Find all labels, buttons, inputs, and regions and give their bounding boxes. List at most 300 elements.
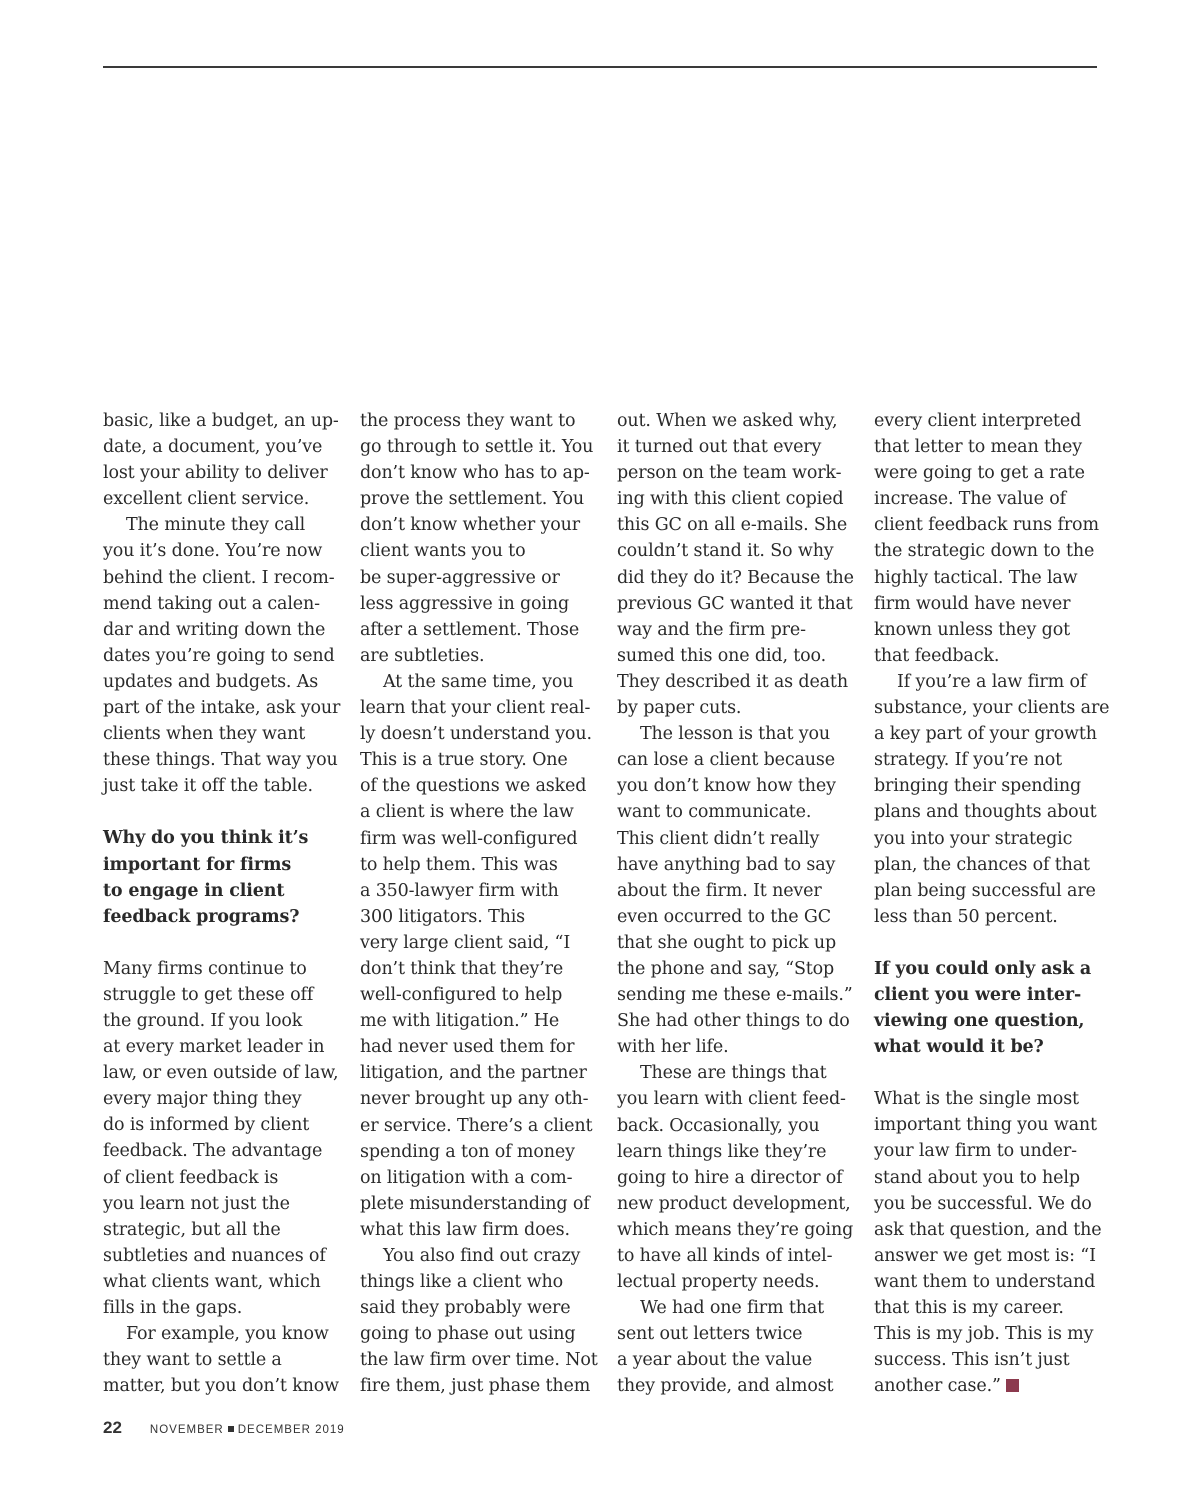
line-text: you learn with client feed- xyxy=(617,1089,846,1110)
line-text: fire them, just phase them xyxy=(360,1376,591,1397)
body-text-line xyxy=(874,460,1100,486)
page-footer xyxy=(103,1418,345,1440)
body-text-line xyxy=(617,1034,843,1060)
question-line xyxy=(874,1034,1100,1060)
line-text: success. This isn’t just xyxy=(874,1350,1070,1371)
body-text-line xyxy=(874,878,1100,904)
issue-date xyxy=(150,1424,345,1436)
body-text-line xyxy=(874,1165,1100,1191)
line-text: a year about the value xyxy=(617,1350,813,1371)
line-text: plan, the chances of that xyxy=(874,854,1090,875)
body-text-line xyxy=(360,1373,591,1399)
body-text-line xyxy=(874,486,1100,512)
line-text: ask that question, and the xyxy=(874,1219,1102,1240)
line-text: stand about you to help xyxy=(874,1167,1080,1188)
body-text-line xyxy=(617,799,843,825)
line-text: basic, like a budget, an up- xyxy=(103,411,339,431)
body-text-line xyxy=(874,1321,1100,1347)
line-text: plan being successful are xyxy=(874,880,1096,901)
line-text: do is informed by client xyxy=(103,1115,310,1136)
line-text: bringing their spending xyxy=(874,776,1082,797)
line-text: mend taking out a calen- xyxy=(103,593,320,614)
line-text: known unless they got xyxy=(874,619,1070,640)
body-text-line xyxy=(874,773,1100,799)
body-text-line xyxy=(874,434,1100,460)
line-text: have anything bad to say xyxy=(617,854,836,875)
body-text-line xyxy=(874,565,1100,591)
body-text-line xyxy=(874,643,1100,669)
body-text-line xyxy=(617,591,853,617)
body-text-line xyxy=(874,904,1100,930)
body-text-line xyxy=(617,486,843,512)
body-text-line xyxy=(360,1008,586,1034)
issue-month-start: NOVEMBER xyxy=(149,1424,224,1436)
line-text: they want to settle a xyxy=(103,1350,282,1371)
body-text-line xyxy=(617,930,843,956)
line-text: subtleties and nuances of xyxy=(103,1245,326,1266)
body-text-line xyxy=(360,956,586,982)
line-text: can lose a client because xyxy=(617,750,835,771)
body-text-line xyxy=(360,1191,590,1217)
line-text: firm was well-configured xyxy=(360,828,578,849)
line-text: go through to settle it. You xyxy=(360,437,594,458)
body-text-line xyxy=(617,1321,843,1347)
body-text-line xyxy=(360,695,591,721)
body-text-line xyxy=(360,1243,586,1269)
body-text-line xyxy=(360,486,586,512)
line-text: on litigation with a com- xyxy=(360,1167,573,1188)
body-text-line xyxy=(874,826,1100,852)
line-text: client wants you to xyxy=(360,541,526,562)
line-text: that feedback. xyxy=(874,645,1000,666)
body-text-line xyxy=(103,1269,329,1295)
line-text: plans and thoughts about xyxy=(874,802,1097,823)
body-text-line xyxy=(360,408,586,434)
line-text: excellent client service. xyxy=(103,489,310,510)
body-text-line xyxy=(103,1243,329,1269)
question-line xyxy=(874,1008,1100,1034)
body-text-line xyxy=(103,721,329,747)
line-text: a key part of your growth xyxy=(874,724,1097,745)
body-text-line xyxy=(360,1165,586,1191)
body-text-line xyxy=(874,512,1100,538)
body-text-line xyxy=(103,643,335,669)
body-text-line xyxy=(360,434,594,460)
body-text-line xyxy=(874,721,1100,747)
body-text-line xyxy=(103,1138,329,1164)
body-text-line xyxy=(874,1347,1100,1373)
line-text: a client is where the law xyxy=(360,802,574,823)
line-text: don’t know who has to ap- xyxy=(360,463,590,484)
body-text-line xyxy=(617,1113,843,1139)
line-text: dates you’re going to send xyxy=(103,645,335,666)
line-text: of client feedback is xyxy=(103,1167,279,1188)
body-text-line xyxy=(103,1347,329,1373)
line-text: were going to get a rate xyxy=(874,463,1085,484)
line-text: substance, your clients are xyxy=(874,698,1110,719)
line-text: This is my job. This is my xyxy=(874,1324,1094,1345)
body-text-line xyxy=(103,1060,339,1086)
line-text: lost your ability to deliver xyxy=(103,463,328,484)
body-text-line xyxy=(617,956,843,982)
body-text-line xyxy=(360,721,592,747)
issue-separator xyxy=(228,1426,234,1432)
body-text-line xyxy=(617,408,843,434)
line-text: by paper cuts. xyxy=(617,698,742,719)
body-text-line xyxy=(617,1008,850,1034)
line-text: want to communicate. xyxy=(617,802,812,823)
line-text: you into your strategic xyxy=(874,828,1073,849)
question-line xyxy=(103,852,329,878)
body-text-line xyxy=(103,1191,329,1217)
body-text-line xyxy=(360,1321,586,1347)
line-text: dar and writing down the xyxy=(103,619,326,640)
body-text-line xyxy=(360,982,586,1008)
body-text-line xyxy=(874,1191,1100,1217)
body-text-line xyxy=(360,1139,586,1165)
body-text-line xyxy=(360,643,586,669)
body-text-line xyxy=(617,1295,843,1321)
body-text-line xyxy=(103,1034,329,1060)
body-text-line xyxy=(360,773,586,799)
article-column-4 xyxy=(874,408,1110,1399)
line-text: don’t think that they’re xyxy=(360,958,564,979)
body-text-line xyxy=(617,1243,843,1269)
issue-month-end: DECEMBER 2019 xyxy=(237,1424,345,1436)
body-text-line xyxy=(360,1034,586,1060)
line-text: updates and budgets. As xyxy=(103,671,319,692)
line-text: that she ought to pick up xyxy=(617,932,836,953)
line-text: 300 litigators. This xyxy=(360,906,525,927)
body-text-line xyxy=(874,1243,1100,1269)
line-text: They described it as death xyxy=(617,671,848,692)
body-text-line xyxy=(360,669,586,695)
line-text: at every market leader in xyxy=(103,1037,325,1058)
line-text: want them to understand xyxy=(874,1271,1096,1292)
body-text-line xyxy=(360,826,586,852)
body-text-line xyxy=(360,878,586,904)
line-text: strategic, but all the xyxy=(103,1219,281,1240)
body-text-line xyxy=(874,695,1110,721)
line-text: about the firm. It never xyxy=(617,880,822,901)
body-text-line xyxy=(874,1138,1100,1164)
line-text: client feedback runs from xyxy=(874,515,1099,536)
line-text: it turned out that every xyxy=(617,437,822,458)
line-text: We had one firm that xyxy=(640,1298,825,1319)
line-text: learn that your client real- xyxy=(360,698,591,719)
body-text-line xyxy=(103,1008,329,1034)
line-text: back. Occasionally, you xyxy=(617,1115,820,1136)
line-text: At the same time, you xyxy=(383,671,574,692)
line-text: to help them. This was xyxy=(360,854,558,875)
line-text: struggle to get these off xyxy=(103,984,314,1005)
question-line xyxy=(103,878,329,904)
body-text-line xyxy=(103,773,329,799)
body-text-line xyxy=(103,408,339,434)
body-text-line xyxy=(617,1373,843,1399)
body-text-line xyxy=(360,591,586,617)
body-text-line xyxy=(874,799,1100,825)
paragraph-gap xyxy=(103,930,329,956)
body-text-line xyxy=(360,747,586,773)
line-text: the ground. If you look xyxy=(103,1010,303,1031)
line-text: after a settlement. Those xyxy=(360,619,580,640)
line-text: important thing you want xyxy=(874,1115,1097,1136)
line-text: said they probably were xyxy=(360,1298,571,1319)
body-text-line xyxy=(874,1373,1100,1399)
question-line xyxy=(103,825,329,851)
body-text-line xyxy=(360,1347,598,1373)
body-text-line xyxy=(617,878,843,904)
line-text: date, a document, you’ve xyxy=(103,437,323,458)
body-text-line xyxy=(360,1086,589,1112)
article-column-1 xyxy=(103,408,341,1399)
line-text: new product development, xyxy=(617,1193,851,1214)
line-text: going to phase out using xyxy=(360,1324,576,1345)
body-text-line xyxy=(360,852,586,878)
body-text-line xyxy=(874,747,1100,773)
body-text-line xyxy=(103,1373,339,1399)
line-text: well-configured to help xyxy=(360,985,563,1006)
body-text-line xyxy=(617,721,843,747)
body-text-line xyxy=(874,617,1100,643)
body-text-line xyxy=(103,538,329,564)
body-text-line xyxy=(617,982,853,1008)
body-text-line xyxy=(103,1086,329,1112)
body-text-line xyxy=(103,565,335,591)
body-text-line xyxy=(103,1321,329,1347)
line-text: the phone and say, “Stop xyxy=(617,958,835,979)
body-text-line xyxy=(103,695,341,721)
body-text-line xyxy=(617,1217,854,1243)
body-text-line xyxy=(874,408,1100,434)
body-text-line xyxy=(617,1086,846,1112)
line-text: strategy. If you’re not xyxy=(874,750,1062,771)
line-text: matter, but you don’t know xyxy=(103,1376,339,1397)
line-text: feedback programs? xyxy=(103,906,300,927)
line-text: law, or even outside of law, xyxy=(103,1063,339,1084)
body-text-line xyxy=(360,1269,586,1295)
body-text-line xyxy=(617,1269,843,1295)
line-text: ly doesn’t understand you. xyxy=(360,724,592,745)
paragraph-gap xyxy=(103,799,329,825)
line-text: what this law firm does. xyxy=(360,1219,570,1240)
line-text: previous GC wanted it that xyxy=(617,593,853,614)
line-text: you learn not just the xyxy=(103,1193,290,1214)
line-text: highly tactical. The law xyxy=(874,567,1078,588)
line-text: the process they want to xyxy=(360,411,576,431)
line-text: less than 50 percent. xyxy=(874,906,1058,927)
body-text-line xyxy=(103,617,329,643)
line-text: plete misunderstanding of xyxy=(360,1193,590,1214)
line-text: prove the settlement. You xyxy=(360,489,584,510)
body-text-line xyxy=(360,1113,593,1139)
line-text: every major thing they xyxy=(103,1089,302,1110)
article-column-2 xyxy=(360,408,598,1400)
body-text-line xyxy=(360,1295,586,1321)
line-text: lectual property needs. xyxy=(617,1272,820,1293)
line-text: These are things that xyxy=(640,1063,827,1084)
body-text-line xyxy=(617,565,854,591)
line-text: fills in the gaps. xyxy=(103,1298,243,1318)
body-text-line xyxy=(360,1217,586,1243)
line-text: part of the intake, ask your xyxy=(103,698,341,719)
line-text: If you could only ask a xyxy=(874,958,1092,979)
paragraph-gap xyxy=(874,930,1100,956)
body-text-line xyxy=(103,1217,329,1243)
question-line xyxy=(103,904,329,930)
body-text-line xyxy=(874,669,1100,695)
line-text: client you were inter- xyxy=(874,984,1082,1005)
line-text: the law firm over time. Not xyxy=(360,1350,598,1371)
body-text-line xyxy=(360,565,586,591)
line-text: less aggressive in going xyxy=(360,593,570,614)
line-text: you don’t know how they xyxy=(617,776,836,797)
body-text-line xyxy=(617,434,843,460)
body-text-line xyxy=(874,1086,1100,1112)
body-text-line xyxy=(617,1165,843,1191)
body-text-line xyxy=(617,1347,843,1373)
body-text-line xyxy=(103,591,329,617)
body-text-line xyxy=(103,956,329,982)
line-text: these things. That way you xyxy=(103,750,338,771)
body-text-line xyxy=(617,643,843,669)
body-text-line xyxy=(360,512,586,538)
line-text: they provide, and almost xyxy=(617,1376,834,1397)
body-text-line xyxy=(874,1295,1100,1321)
body-text-line xyxy=(617,1060,843,1086)
line-text: to engage in client xyxy=(103,880,285,901)
line-text: me with litigation.” He xyxy=(360,1011,560,1032)
line-text: be super-aggressive or xyxy=(360,567,560,588)
line-text: er service. There’s a client xyxy=(360,1115,593,1136)
body-text-line xyxy=(617,1191,851,1217)
body-text-line xyxy=(103,669,329,695)
line-text: feedback. The advantage xyxy=(103,1141,323,1162)
line-text: to have all kinds of intel- xyxy=(617,1246,833,1266)
body-text-line xyxy=(874,591,1100,617)
body-text-line xyxy=(617,1139,843,1165)
line-text: What is the single most xyxy=(874,1089,1079,1110)
line-text: did they do it? Because the xyxy=(617,567,854,588)
line-text: If you’re a law firm of xyxy=(897,671,1087,692)
line-text: way and the firm pre- xyxy=(617,619,806,640)
line-text: that this is my career. xyxy=(874,1298,1064,1318)
line-text: The minute they call xyxy=(126,515,306,536)
body-text-line xyxy=(103,747,338,773)
line-text: a 350-lawyer firm with xyxy=(360,880,559,901)
body-text-line xyxy=(360,930,586,956)
body-text-line xyxy=(360,617,586,643)
line-text: sumed this one did, too. xyxy=(617,645,827,666)
line-text: had never used them for xyxy=(360,1037,575,1058)
line-text: of the questions we asked xyxy=(360,776,587,797)
line-text: behind the client. I recom- xyxy=(103,567,335,588)
line-text: important for firms xyxy=(103,854,292,875)
body-text-line xyxy=(103,460,329,486)
line-text: you it’s done. You’re now xyxy=(103,541,323,562)
line-text: are subtleties. xyxy=(360,645,485,666)
body-text-line xyxy=(874,1217,1100,1243)
line-text: even occurred to the GC xyxy=(617,906,831,927)
body-text-line xyxy=(103,486,329,512)
line-text: person on the team work- xyxy=(617,463,842,484)
body-text-line xyxy=(360,538,586,564)
body-text-line xyxy=(360,904,586,930)
line-text: The lesson is that you xyxy=(640,724,831,745)
body-text-line xyxy=(103,1295,329,1321)
line-text: very large client said, “I xyxy=(360,932,571,953)
page-number: 22 xyxy=(103,1418,122,1437)
body-text-line xyxy=(617,617,843,643)
body-text-line xyxy=(360,1060,586,1086)
line-text: don’t know whether your xyxy=(360,515,580,536)
body-text-line xyxy=(617,852,843,878)
line-text: your law firm to under- xyxy=(874,1141,1077,1162)
line-text: what would it be? xyxy=(874,1037,1044,1058)
top-rule xyxy=(103,66,1097,68)
body-text-line xyxy=(103,1165,329,1191)
line-text: learn things like they’re xyxy=(617,1141,827,1162)
question-line xyxy=(874,982,1100,1008)
body-text-line xyxy=(103,1112,329,1138)
body-text-line xyxy=(617,538,843,564)
line-text: clients when they want xyxy=(103,724,306,745)
line-text: Many firms continue to xyxy=(103,958,307,979)
body-text-line xyxy=(360,460,590,486)
line-text: every client interpreted xyxy=(874,411,1082,431)
line-text: This client didn’t really xyxy=(617,828,820,849)
line-text: Why do you think it’s xyxy=(103,828,309,849)
line-text: increase. The value of xyxy=(874,489,1066,510)
body-text-line xyxy=(874,852,1100,878)
line-text: this GC on all e-mails. She xyxy=(617,515,848,536)
body-text-line xyxy=(617,826,843,852)
line-text: She had other things to do xyxy=(617,1011,850,1032)
body-text-line xyxy=(874,1112,1100,1138)
line-text: just take it off the table. xyxy=(103,776,313,797)
line-text: never brought up any oth- xyxy=(360,1089,589,1110)
body-text-line xyxy=(617,669,848,695)
line-text: spending a ton of money xyxy=(360,1141,575,1162)
line-text: the strategic down to the xyxy=(874,541,1095,562)
line-text: answer we get most is: “I xyxy=(874,1245,1096,1266)
body-text-line xyxy=(617,747,843,773)
article-column-3 xyxy=(617,408,854,1400)
line-text: with her life. xyxy=(617,1037,729,1058)
body-text-line xyxy=(617,460,843,486)
line-text: ing with this client copied xyxy=(617,489,844,510)
line-text: going to hire a director of xyxy=(617,1167,843,1188)
line-text: that letter to mean they xyxy=(874,437,1082,458)
body-text-line xyxy=(617,512,848,538)
question-line xyxy=(874,956,1100,982)
line-text: viewing one question, xyxy=(874,1011,1085,1032)
line-text: things like a client who xyxy=(360,1272,564,1293)
line-text: out. When we asked why, xyxy=(617,411,838,431)
body-text-line xyxy=(874,538,1100,564)
body-text-line xyxy=(103,434,329,460)
line-text: You also find out crazy xyxy=(383,1246,581,1266)
line-text: For example, you know xyxy=(126,1324,329,1345)
body-text-line xyxy=(617,773,843,799)
line-text: sent out letters twice xyxy=(617,1324,803,1345)
body-text-line xyxy=(617,695,843,721)
line-text: couldn’t stand it. So why xyxy=(617,541,834,562)
line-text: another case.” xyxy=(874,1376,1001,1397)
line-text: which means they’re going xyxy=(617,1219,854,1240)
line-text: sending me these e-mails.” xyxy=(617,985,853,1006)
